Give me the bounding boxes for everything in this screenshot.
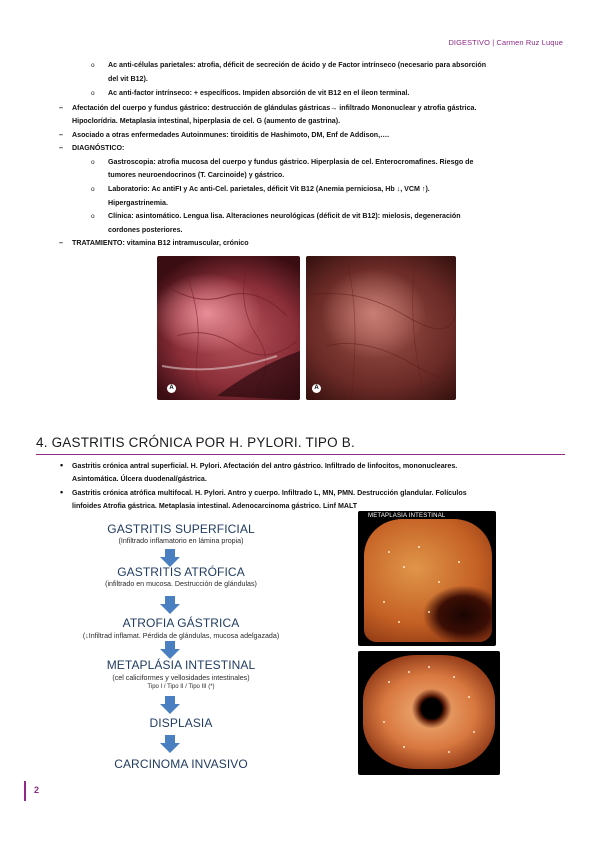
running-header: DIGESTIVO | Carmen Ruz Luque — [448, 38, 563, 47]
bullet-line: o Ac anti-células parietales: atrofia, déficit de secreción de ácido y de Factor intrínseco (necesario para absorción — [108, 61, 486, 70]
photo-caption: METAPLASIA INTESTINAL — [368, 513, 446, 519]
bullet-line: o Clínica: asintomático. Lengua lisa. Alteraciones neurológicas (déficit de vit B12): mielosis, degeneración — [108, 212, 461, 221]
vessel-pattern — [157, 256, 300, 400]
down-arrow-icon — [160, 735, 180, 753]
down-arrow-icon — [160, 696, 180, 714]
bullet-line: o Ac anti-factor intrínseco: + específicos. Impiden absorción de vit B12 en el íleon terminal. — [108, 89, 409, 98]
flow-step-title: GASTRITIS ATRÓFICA — [117, 565, 245, 579]
page-number: 2 — [34, 785, 40, 795]
endoscopy-image — [157, 256, 300, 400]
flow-step-subtitle: (↓Infiltrad inflamat. Pérdida de glándulas, mucosa adelgazada) — [82, 632, 280, 640]
endoscopy-image — [358, 651, 500, 775]
flow-step-subtitle: (Infiltrado inflamatorio en lámina propia) — [118, 537, 244, 545]
endoscopy-image — [306, 256, 456, 400]
flow-step-title: ATROFIA GÁSTRICA — [122, 616, 240, 630]
down-arrow-icon — [160, 641, 180, 659]
bullet-line: – TRATAMIENTO: vitamina B12 intramuscular, crónico — [72, 239, 249, 248]
endoscopy-image — [358, 511, 496, 646]
bullet-line: o Gastroscopia: atrofia mucosa del cuerpo y fundus gástrico. Hiperplasia de cel. Enterocromafines. Riesgo de — [108, 158, 473, 167]
bullet-line: linfoides Atrofia gástrica. Metaplasia intestinal. Adenocarcinoma gástrico. Linf MALT — [72, 502, 358, 510]
bullet-line: Asintomática. Úlcera duodenal/gástrica. — [72, 475, 207, 483]
section-divider — [36, 454, 565, 455]
bullet-line: Hipoclorídria. Metaplasia intestinal, hiperplasia de cel. G (aumento de gastrina). — [72, 117, 341, 125]
flow-step-types: Tipo I / Tipo II / Tipo III (*) — [147, 684, 215, 690]
figure-marker: A — [167, 384, 176, 393]
flow-step-subtitle: (cel caliciformes y vellosidades intestinales) — [112, 674, 250, 682]
bullet-line: – DIAGNÓSTICO: — [72, 144, 124, 153]
bullet-line: Hipergastrinemia. — [108, 199, 168, 207]
down-arrow-icon — [160, 596, 180, 614]
bullet-line: del vit B12). — [108, 75, 148, 83]
flow-step-title: METAPLÁSIA INTESTINAL — [106, 658, 256, 672]
page-number-bar — [24, 781, 26, 801]
figure-marker: A — [312, 384, 321, 393]
bullet-line: tumores neuroendocrinos (T. Carcinoide) y gástrico. — [108, 171, 285, 179]
bullet-line: • Gastritis crónica antral superficial. H. Pylori. Afectación del antro gástrico. Infiltrado de linfocitos, mononucleares. — [72, 462, 457, 471]
vessel-pattern — [306, 256, 456, 400]
bullet-line: – Afectación del cuerpo y fundus gástrico: destrucción de glándulas gástricas→ infiltrado Mononuclear y atrofia gástrica. — [72, 104, 476, 113]
flow-step-title: CARCINOMA INVASIVO — [114, 757, 248, 771]
flow-step-subtitle: (infiltrado en mucosa. Destrucción de glándulas) — [105, 580, 257, 588]
bullet-line: • Gastritis crónica atrófica multifocal. H. Pylori. Antro y cuerpo. Infiltrado L, MN, PMN. Destrucción glandular. Folículos — [72, 489, 467, 498]
flow-step-title: DISPLASIA — [149, 716, 213, 730]
section-title: 4. GASTRITIS CRÓNICA POR H. PYLORI. TIPO B. — [36, 435, 355, 450]
bullet-line: cordones posteriores. — [108, 226, 183, 234]
bullet-line: o Laboratorio: Ac antiFI y Ac anti-Cel. parietales, déficit Vit B12 (Anemia perniciosa, Hb ↓, VCM ↑). — [108, 185, 430, 194]
bullet-line: – Asociado a otras enfermedades Autoinmunes: tiroiditis de Hashimoto, DM, Enf de Addison,…. — [72, 131, 389, 140]
flow-step-title: GASTRITIS SUPERFICIAL — [107, 522, 255, 536]
